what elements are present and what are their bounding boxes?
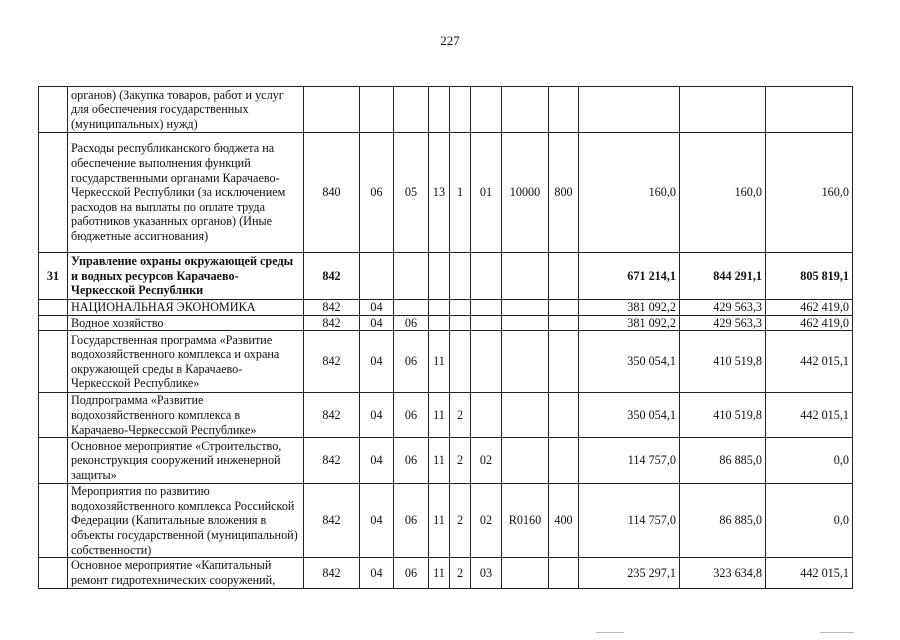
- cell-cs3: [471, 331, 502, 393]
- cell-y2: 410 519,8: [680, 393, 766, 438]
- cell-cs1: 11: [429, 393, 450, 438]
- cell-no: [39, 300, 68, 316]
- cell-no: [39, 438, 68, 484]
- cell-name: Мероприятия по развитию водохозяйственного комплекса Российской Федерации (Капитальные вложения в объекты государственной (муниципальной) собственности): [68, 484, 304, 558]
- cell-cs2: 2: [450, 484, 471, 558]
- cell-pr: 05: [394, 133, 429, 253]
- cell-no: [39, 315, 68, 331]
- cell-y1: 350 054,1: [579, 393, 680, 438]
- cell-name: Основное мероприятие «Капитальный ремонт гидротехнических сооружений,: [68, 558, 304, 588]
- cell-y2: 844 291,1: [680, 253, 766, 300]
- cell-no: [39, 87, 68, 133]
- cell-cs1: 11: [429, 438, 450, 484]
- cell-grbs: 842: [304, 393, 360, 438]
- cell-grbs: 842: [304, 315, 360, 331]
- cell-name: Расходы республиканского бюджета на обеспечение выполнения функций государственными органами Карачаево-Черкесской Республики (за исключением расходов на выплаты по оплате труда работников указанных органов) (Иные бюджетные ассигнования): [68, 133, 304, 253]
- cell-name: органов) (Закупка товаров, работ и услуг для обеспечения государственных (муниципальных) нужд): [68, 87, 304, 133]
- cell-y3: 0,0: [766, 438, 853, 484]
- cell-name: Основное мероприятие «Строительство, реконструкция сооружений инженерной защиты»: [68, 438, 304, 484]
- cell-cs3: 02: [471, 484, 502, 558]
- cell-y2: 86 885,0: [680, 438, 766, 484]
- cell-cs2: 2: [450, 558, 471, 588]
- cell-cs1: [429, 315, 450, 331]
- cell-rz: 04: [360, 393, 394, 438]
- cell-rz: [360, 253, 394, 300]
- cell-y1: 160,0: [579, 133, 680, 253]
- cell-rz: 04: [360, 300, 394, 316]
- cell-y3: [766, 87, 853, 133]
- cell-pr: 06: [394, 315, 429, 331]
- cell-vr: 400: [549, 484, 579, 558]
- cell-cs2: 1: [450, 133, 471, 253]
- cell-cs2: [450, 87, 471, 133]
- cell-rz: 04: [360, 315, 394, 331]
- cell-vr: [549, 331, 579, 393]
- cell-no: [39, 558, 68, 588]
- cell-name: Государственная программа «Развитие водохозяйственного комплекса и охрана окружающей среды в Карачаево-Черкесской Республике»: [68, 331, 304, 393]
- cell-cs4: [502, 253, 549, 300]
- cell-vr: [549, 253, 579, 300]
- table-row: [39, 87, 853, 133]
- table-row: [39, 558, 853, 588]
- cell-y3: 442 015,1: [766, 558, 853, 588]
- cell-grbs: 842: [304, 558, 360, 588]
- cell-vr: [549, 558, 579, 588]
- cell-cs1: 11: [429, 331, 450, 393]
- cell-vr: [549, 87, 579, 133]
- table-row: [39, 133, 853, 253]
- cell-vr: 800: [549, 133, 579, 253]
- cell-rz: [360, 87, 394, 133]
- cell-cs3: 01: [471, 133, 502, 253]
- cell-cs4: R0160: [502, 484, 549, 558]
- cell-name: Водное хозяйство: [68, 315, 304, 331]
- cell-cs4: [502, 331, 549, 393]
- cell-no: [39, 393, 68, 438]
- cell-grbs: 842: [304, 484, 360, 558]
- cell-y1: 235 297,1: [579, 558, 680, 588]
- cell-grbs: 842: [304, 300, 360, 316]
- cell-no: 31: [39, 253, 68, 300]
- cell-cs4: [502, 558, 549, 588]
- cell-y3: 0,0: [766, 484, 853, 558]
- cell-cs2: [450, 253, 471, 300]
- cell-cs3: [471, 87, 502, 133]
- cell-pr: 06: [394, 558, 429, 588]
- cell-rz: 04: [360, 558, 394, 588]
- cell-no: [39, 133, 68, 253]
- cell-vr: [549, 315, 579, 331]
- cell-no: [39, 484, 68, 558]
- budget-table: [38, 86, 853, 589]
- cell-cs4: [502, 315, 549, 331]
- cell-grbs: 840: [304, 133, 360, 253]
- cell-cs1: [429, 300, 450, 316]
- cell-vr: [549, 300, 579, 316]
- cell-y3: 462 419,0: [766, 315, 853, 331]
- cell-cs2: [450, 315, 471, 331]
- scan-artifact: [596, 632, 624, 633]
- cell-cs1: 11: [429, 558, 450, 588]
- cell-cs2: [450, 300, 471, 316]
- cell-y3: 462 419,0: [766, 300, 853, 316]
- cell-cs1: 13: [429, 133, 450, 253]
- cell-name: Управление охраны окружающей среды и водных ресурсов Карачаево-Черкесской Республики: [68, 253, 304, 300]
- cell-cs2: 2: [450, 393, 471, 438]
- cell-pr: 06: [394, 331, 429, 393]
- table-row: [39, 438, 853, 484]
- table-row: [39, 253, 853, 300]
- cell-cs3: 02: [471, 438, 502, 484]
- cell-pr: [394, 300, 429, 316]
- cell-pr: 06: [394, 393, 429, 438]
- cell-pr: [394, 253, 429, 300]
- cell-cs3: 03: [471, 558, 502, 588]
- cell-cs2: [450, 331, 471, 393]
- cell-cs1: 11: [429, 484, 450, 558]
- cell-y2: 323 634,8: [680, 558, 766, 588]
- cell-name: Подпрограмма «Развитие водохозяйственного комплекса в Карачаево-Черкесской Республике»: [68, 393, 304, 438]
- cell-y2: 429 563,3: [680, 300, 766, 316]
- cell-y1: 114 757,0: [579, 484, 680, 558]
- cell-grbs: 842: [304, 331, 360, 393]
- cell-cs2: 2: [450, 438, 471, 484]
- cell-cs4: [502, 87, 549, 133]
- cell-y1: [579, 87, 680, 133]
- cell-y2: 86 885,0: [680, 484, 766, 558]
- cell-grbs: [304, 87, 360, 133]
- cell-cs3: [471, 315, 502, 331]
- cell-cs4: [502, 300, 549, 316]
- cell-pr: 06: [394, 438, 429, 484]
- cell-y2: 410 519,8: [680, 331, 766, 393]
- table-row: [39, 393, 853, 438]
- cell-cs4: 10000: [502, 133, 549, 253]
- cell-cs1: [429, 87, 450, 133]
- cell-cs1: [429, 253, 450, 300]
- cell-y3: 442 015,1: [766, 393, 853, 438]
- table-row: [39, 300, 853, 316]
- scan-artifact: [820, 632, 854, 633]
- cell-vr: [549, 438, 579, 484]
- cell-cs3: [471, 393, 502, 438]
- cell-cs3: [471, 253, 502, 300]
- cell-rz: 06: [360, 133, 394, 253]
- cell-y1: 114 757,0: [579, 438, 680, 484]
- cell-grbs: 842: [304, 438, 360, 484]
- cell-pr: [394, 87, 429, 133]
- cell-y2: [680, 87, 766, 133]
- cell-y3: 442 015,1: [766, 331, 853, 393]
- cell-cs3: [471, 300, 502, 316]
- page-number: 227: [440, 33, 460, 48]
- cell-y3: 160,0: [766, 133, 853, 253]
- cell-y1: 381 092,2: [579, 300, 680, 316]
- cell-pr: 06: [394, 484, 429, 558]
- cell-y3: 805 819,1: [766, 253, 853, 300]
- cell-y1: 350 054,1: [579, 331, 680, 393]
- cell-y2: 429 563,3: [680, 315, 766, 331]
- cell-rz: 04: [360, 331, 394, 393]
- cell-cs4: [502, 393, 549, 438]
- table-row: [39, 315, 853, 331]
- cell-y1: 671 214,1: [579, 253, 680, 300]
- cell-rz: 04: [360, 438, 394, 484]
- cell-vr: [549, 393, 579, 438]
- cell-grbs: 842: [304, 253, 360, 300]
- table-row: [39, 331, 853, 393]
- cell-no: [39, 331, 68, 393]
- table-row: [39, 484, 853, 558]
- cell-rz: 04: [360, 484, 394, 558]
- cell-name: НАЦИОНАЛЬНАЯ ЭКОНОМИКА: [68, 300, 304, 316]
- cell-cs4: [502, 438, 549, 484]
- cell-y1: 381 092,2: [579, 315, 680, 331]
- cell-y2: 160,0: [680, 133, 766, 253]
